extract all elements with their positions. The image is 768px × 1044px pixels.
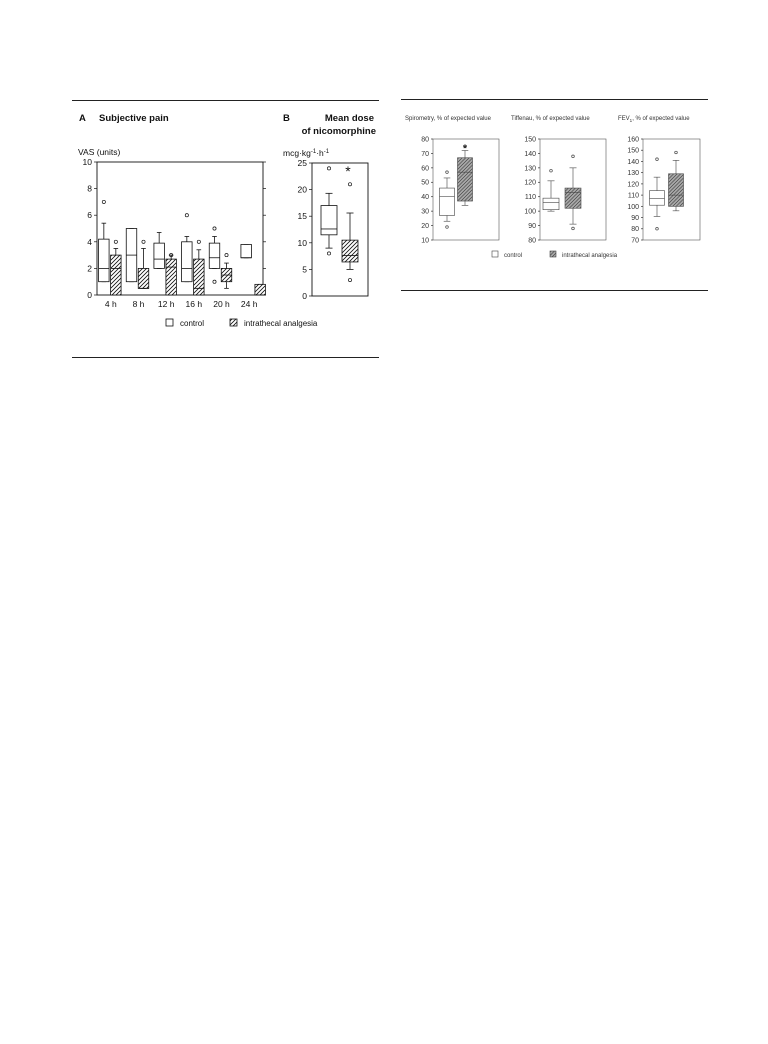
intrathecal-box (138, 268, 149, 288)
intrathecal-outlier (197, 240, 200, 243)
y-tick-label: 110 (524, 194, 536, 202)
y-tick-label: 100 (627, 203, 639, 211)
intrathecal-outlier (114, 240, 117, 243)
bottom-rule-right (401, 290, 708, 291)
y-tick-label: 120 (627, 181, 639, 189)
control-outlier (185, 214, 188, 217)
spirometry-significance-star: * (462, 143, 468, 155)
y-tick-label: 150 (627, 147, 639, 155)
y-tick-label: 140 (627, 158, 639, 166)
y-tick-label: 120 (524, 179, 536, 187)
y-tick-label: 30 (421, 208, 429, 216)
control-box (209, 243, 220, 268)
x-tick-label: 4 h (104, 299, 117, 309)
x-tick-label: 16 h (185, 299, 203, 309)
control-outlier (327, 252, 330, 255)
control-box (321, 206, 337, 235)
y-tick-label: 100 (524, 208, 536, 216)
y-tick-label: 15 (297, 211, 307, 222)
bottom-rule-left (72, 357, 379, 358)
control-outlier (656, 227, 659, 230)
tiffenau-plot (524, 136, 606, 244)
intrathecal-outlier (572, 155, 575, 158)
legend-right-control-swatch (492, 251, 498, 257)
fev1-boxes (650, 151, 684, 230)
spirometry-plot (421, 136, 499, 244)
y-tick-label: 8 (87, 183, 92, 194)
y-tick-label: 20 (297, 184, 307, 195)
figure-right (400, 108, 710, 268)
intrathecal-outlier (142, 240, 145, 243)
figure-left (70, 105, 390, 355)
legend-left (166, 319, 318, 328)
intrathecal-box (111, 255, 122, 295)
y-tick-label: 140 (524, 150, 536, 158)
panel-a-letter: A (79, 113, 86, 124)
y-tick-label: 150 (524, 136, 536, 144)
legend-right-intrathecal-label: intrathecal analgesia (562, 253, 618, 259)
panel-a-x-axis (105, 299, 258, 309)
y-tick-label: 4 (87, 236, 92, 247)
y-tick-label: 25 (297, 157, 307, 168)
control-box (241, 244, 252, 257)
intrathecal-outlier (225, 254, 228, 257)
control-box (440, 188, 455, 215)
legend-right (492, 251, 618, 259)
tiffenau-title: Tiffenau, % of expected value (511, 116, 590, 122)
y-tick-label: 6 (87, 210, 92, 221)
y-tick-label: 80 (528, 237, 536, 245)
intrathecal-outlier (572, 227, 575, 230)
panel-b-letter: B (283, 113, 290, 124)
spirometry-title: Spirometry, % of expected value (405, 116, 491, 122)
y-tick-label: 10 (421, 237, 429, 245)
y-tick-label: 90 (631, 215, 639, 223)
x-tick-label: 8 h (132, 299, 145, 309)
fev1-plot (627, 136, 700, 244)
y-tick-label: 10 (82, 156, 92, 167)
panel-a-frame (97, 162, 263, 295)
fev1-title: $FEV_1$, % of expected value (618, 116, 690, 123)
top-rule-left (72, 100, 379, 101)
control-box (182, 242, 193, 282)
y-tick-label: 130 (627, 170, 639, 178)
control-outlier (213, 227, 216, 230)
intrathecal-box (166, 259, 177, 295)
legend-left-control-label: control (180, 319, 205, 328)
panel-b-title-line1: Mean dose (324, 113, 374, 124)
y-tick-label: 130 (524, 165, 536, 173)
panel-b-title-line2: of nicomorphine (301, 126, 376, 137)
tiffenau-boxes (543, 155, 581, 230)
top-rule-right (401, 99, 708, 100)
panel-a-plot (83, 157, 266, 309)
y-tick-label: 40 (421, 194, 429, 202)
panel-b-plot (298, 158, 368, 301)
intrathecal-outlier (348, 278, 351, 281)
legend-left-intrathecal-swatch (230, 319, 237, 326)
control-outlier (213, 280, 216, 283)
control-box (154, 243, 165, 268)
y-tick-label: 10 (297, 237, 307, 248)
panel-b-y-axis (298, 158, 312, 301)
panel-a-title: Subjective pain (99, 113, 169, 124)
x-tick-label: 24 h (240, 299, 258, 309)
y-tick-label: 80 (631, 226, 639, 234)
control-outlier (446, 171, 449, 174)
y-tick-label: 20 (421, 223, 429, 231)
y-tick-label: 2 (87, 263, 92, 274)
intrathecal-box (342, 240, 358, 262)
panel-b-frame (312, 163, 368, 296)
fev1-y-axis (627, 136, 643, 244)
intrathecal-box (458, 158, 473, 201)
intrathecal-box (255, 284, 266, 295)
control-box (543, 198, 559, 210)
spirometry-y-axis (421, 136, 433, 244)
intrathecal-box (565, 188, 581, 208)
x-tick-label: 20 h (213, 299, 230, 309)
y-tick-label: 60 (421, 165, 429, 173)
panel-b-significance-star: * (345, 163, 351, 179)
intrathecal-outlier (675, 151, 678, 154)
tiffenau-y-axis (524, 136, 540, 244)
control-outlier (102, 200, 105, 203)
legend-left-control-swatch (166, 319, 173, 326)
y-tick-label: 110 (627, 192, 639, 200)
panel-a-ylabel: VAS (units) (78, 147, 121, 157)
y-tick-label: 70 (631, 237, 639, 245)
control-outlier (656, 158, 659, 161)
control-box (99, 239, 110, 282)
intrathecal-box (194, 259, 205, 295)
y-tick-label: 50 (421, 179, 429, 187)
y-tick-label: 0 (87, 289, 92, 300)
y-tick-label: 80 (421, 136, 429, 144)
x-tick-label: 12 h (157, 299, 175, 309)
y-tick-label: 70 (421, 150, 429, 158)
intrathecal-box (669, 174, 684, 207)
panel-a-boxes (99, 200, 266, 295)
intrathecal-outlier (348, 183, 351, 186)
y-tick-label: 0 (302, 290, 307, 301)
legend-left-intrathecal-label: intrathecal analgesia (244, 319, 318, 328)
panel-b-ylabel: $mcg\cdot kg^{-1}\cdot h^{-1}$ (283, 148, 330, 158)
y-tick-label: 90 (528, 223, 536, 231)
control-box (650, 191, 665, 206)
y-tick-label: 5 (302, 264, 307, 275)
spirometry-boxes (440, 145, 473, 228)
legend-right-control-label: control (504, 253, 523, 259)
control-outlier (327, 167, 330, 170)
legend-right-intrathecal-swatch (550, 251, 556, 257)
control-outlier (446, 226, 449, 229)
control-outlier (550, 169, 553, 172)
panel-b-boxes (321, 167, 358, 282)
y-tick-label: 160 (627, 136, 639, 144)
